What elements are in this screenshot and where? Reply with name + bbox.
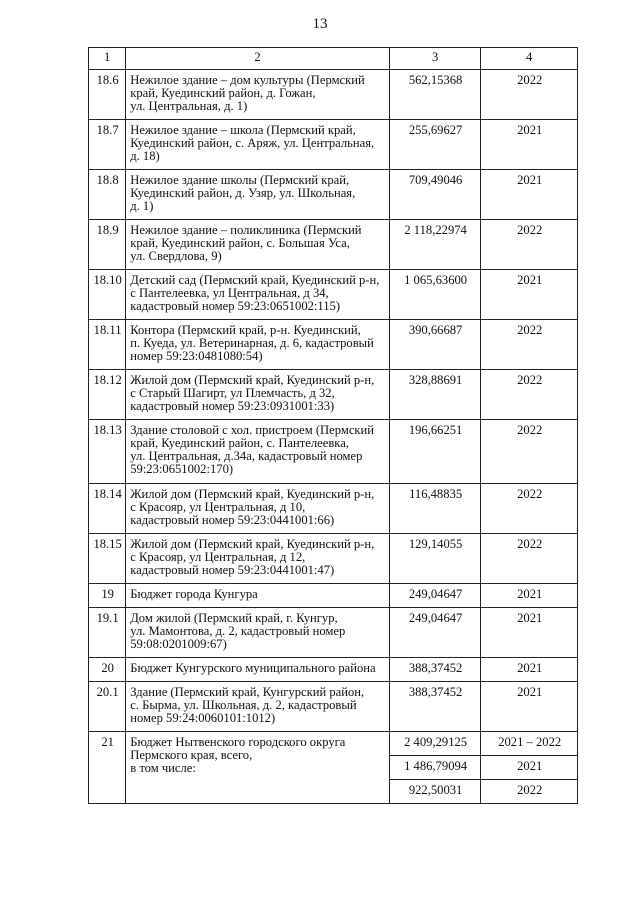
item-name-line: п. Куеда, ул. Ветеринарная, д. 6, кадастровый (130, 336, 374, 350)
item-name (126, 370, 390, 420)
item-number: 18.7 (89, 120, 126, 170)
item-name (126, 682, 390, 732)
item-name-line: Куединский район, с. Аряж, ул. Центральная, (130, 136, 375, 150)
item-name (126, 320, 390, 370)
item-name-line: с Пантелеевка, ул Центральная, д 34, (130, 286, 329, 300)
table-row (89, 270, 578, 320)
item-name (126, 220, 390, 270)
item-year: 2022 (481, 220, 578, 270)
item-name-line: Контора (Пермский край, р-н. Куединский, (130, 323, 361, 337)
item-number: 18.8 (89, 170, 126, 220)
item-name-line: Дом жилой (Пермский край, г. Кунгур, (130, 611, 338, 625)
item-name (126, 170, 390, 220)
header-col-4: 4 (481, 48, 578, 70)
item-name-line: Бюджет Кунгурского муниципального района (130, 661, 376, 675)
item-number: 19.1 (89, 608, 126, 658)
item-name (126, 70, 390, 120)
item-name-line: в том числе: (130, 761, 196, 775)
item-name-line: Бюджет города Кунгура (130, 587, 258, 601)
item-year: 2021 (481, 170, 578, 220)
item-name-line: кадастровый номер 59:23:0651002:115) (130, 299, 341, 313)
header-col-2: 2 (126, 48, 390, 70)
item-name-line: ул. Центральная, д. 1) (130, 99, 248, 113)
item-amount: 388,37452 (389, 682, 481, 732)
item-name-line: край, Куединский район, с. Большая Уса, (130, 236, 350, 250)
table-row (89, 584, 578, 608)
item-year: 2022 (481, 70, 578, 120)
table-row (89, 682, 578, 732)
item-year: 2021 (481, 584, 578, 608)
item-number: 18.10 (89, 270, 126, 320)
item-name (126, 608, 390, 658)
item-name (126, 658, 390, 682)
table-row (89, 70, 578, 120)
item-name-line: Здание столовой с хол. пристроем (Пермский (130, 423, 375, 437)
item-name-line: край, Куединский район, д. Гожан, (130, 86, 316, 100)
item-amount: 328,88691 (389, 370, 481, 420)
item-name-line: Жилой дом (Пермский край, Куединский р-н, (130, 373, 375, 387)
item-number: 18.14 (89, 484, 126, 534)
item-number: 19 (89, 584, 126, 608)
header-col-3: 3 (389, 48, 481, 70)
item-number: 18.15 (89, 534, 126, 584)
item-name (126, 120, 390, 170)
table-row (89, 732, 578, 756)
table-row (89, 608, 578, 658)
item-year: 2022 (481, 484, 578, 534)
item-name-line: д. 1) (130, 199, 154, 213)
item-name (126, 584, 390, 608)
item-name-line: с Красояр, ул Центральная, д 12, (130, 550, 306, 564)
item-name-line: Жилой дом (Пермский край, Куединский р-н, (130, 537, 375, 551)
item-amount: 249,04647 (389, 608, 481, 658)
item-name-line: с Красояр, ул Центральная, д 10, (130, 500, 306, 514)
item-name-line: Здание (Пермский край, Кунгурский район, (130, 685, 365, 699)
item-name-line: 59:23:0651002:170) (130, 462, 234, 476)
item-year: 2022 (481, 320, 578, 370)
item-name-line: Бюджет Нытвенского городского округа (130, 735, 346, 749)
table-row (89, 320, 578, 370)
page-number: 13 (312, 16, 328, 32)
item-name-line: Пермского края, всего, (130, 748, 253, 762)
item-name-line: Жилой дом (Пермский край, Куединский р-н, (130, 487, 375, 501)
item-number: 21 (89, 732, 126, 804)
item-name-line: Детский сад (Пермский край, Куединский р-н, (130, 273, 380, 287)
item-name-line: кадастровый номер 59:23:0931001:33) (130, 399, 335, 413)
header-col-1: 1 (89, 48, 126, 70)
item-name (126, 484, 390, 534)
item-year: 2021 (481, 756, 578, 780)
item-name-line: 59:08:0201009:67) (130, 637, 227, 651)
table-header-row (89, 48, 578, 70)
item-name-line: Нежилое здание – школа (Пермский край, (130, 123, 356, 137)
item-name-line: с Старый Шагирт, ул Племчасть, д 32, (130, 386, 335, 400)
item-amount: 1 065,63600 (389, 270, 481, 320)
item-amount: 388,37452 (389, 658, 481, 682)
item-name (126, 270, 390, 320)
item-name-line: ул. Мамонтова, д. 2, кадастровый номер (130, 624, 346, 638)
table-row (89, 220, 578, 270)
item-number: 20.1 (89, 682, 126, 732)
item-name-line: Нежилое здание школы (Пермский край, (130, 173, 350, 187)
item-name-line: Куединский район, д. Узяр, ул. Школьная, (130, 186, 356, 200)
item-year: 2021 (481, 270, 578, 320)
item-number: 18.12 (89, 370, 126, 420)
item-name-line: кадастровый номер 59:23:0441001:66) (130, 513, 335, 527)
item-amount: 129,14055 (389, 534, 481, 584)
item-name-line: Нежилое здание – поликлиника (Пермский (130, 223, 362, 237)
item-name (126, 732, 390, 804)
table-row (89, 170, 578, 220)
item-year: 2022 (481, 780, 578, 804)
item-name-line: ул. Центральная, д.34а, кадастровый номер (130, 449, 363, 463)
allocation-table (88, 47, 578, 804)
item-amount: 922,50031 (389, 780, 481, 804)
item-amount: 2 118,22974 (389, 220, 481, 270)
item-amount: 1 486,79094 (389, 756, 481, 780)
table-row (89, 420, 578, 484)
item-year: 2021 (481, 682, 578, 732)
item-amount: 709,49046 (389, 170, 481, 220)
table-row (89, 120, 578, 170)
item-amount: 255,69627 (389, 120, 481, 170)
item-year: 2021 (481, 658, 578, 682)
item-year: 2021 (481, 120, 578, 170)
item-amount: 562,15368 (389, 70, 481, 120)
item-amount: 116,48835 (389, 484, 481, 534)
item-name-line: Нежилое здание – дом культуры (Пермский (130, 73, 365, 87)
item-number: 18.6 (89, 70, 126, 120)
item-year: 2022 (481, 370, 578, 420)
table-row (89, 484, 578, 534)
item-year: 2021 (481, 608, 578, 658)
item-amount: 249,04647 (389, 584, 481, 608)
item-number: 18.9 (89, 220, 126, 270)
item-name-line: кадастровый номер 59:23:0441001:47) (130, 563, 335, 577)
item-name-line: край, Куединский район, с. Пантелеевка, (130, 436, 349, 450)
table-row (89, 534, 578, 584)
item-name-line: д. 18) (130, 149, 160, 163)
table-row (89, 370, 578, 420)
item-year: 2021 – 2022 (481, 732, 578, 756)
item-amount: 390,66687 (389, 320, 481, 370)
item-amount: 196,66251 (389, 420, 481, 484)
item-number: 20 (89, 658, 126, 682)
item-name (126, 534, 390, 584)
item-name-line: номер 59:23:0481080:54) (130, 349, 263, 363)
table-row (89, 658, 578, 682)
item-amount: 2 409,29125 (389, 732, 481, 756)
item-name (126, 420, 390, 484)
item-number: 18.11 (89, 320, 126, 370)
item-number: 18.13 (89, 420, 126, 484)
item-name-line: с. Бырма, ул. Школьная, д. 2, кадастровый (130, 698, 357, 712)
item-name-line: номер 59:24:0060101:1012) (130, 711, 276, 725)
item-name-line: ул. Свердлова, 9) (130, 249, 222, 263)
item-year: 2022 (481, 420, 578, 484)
item-year: 2022 (481, 534, 578, 584)
